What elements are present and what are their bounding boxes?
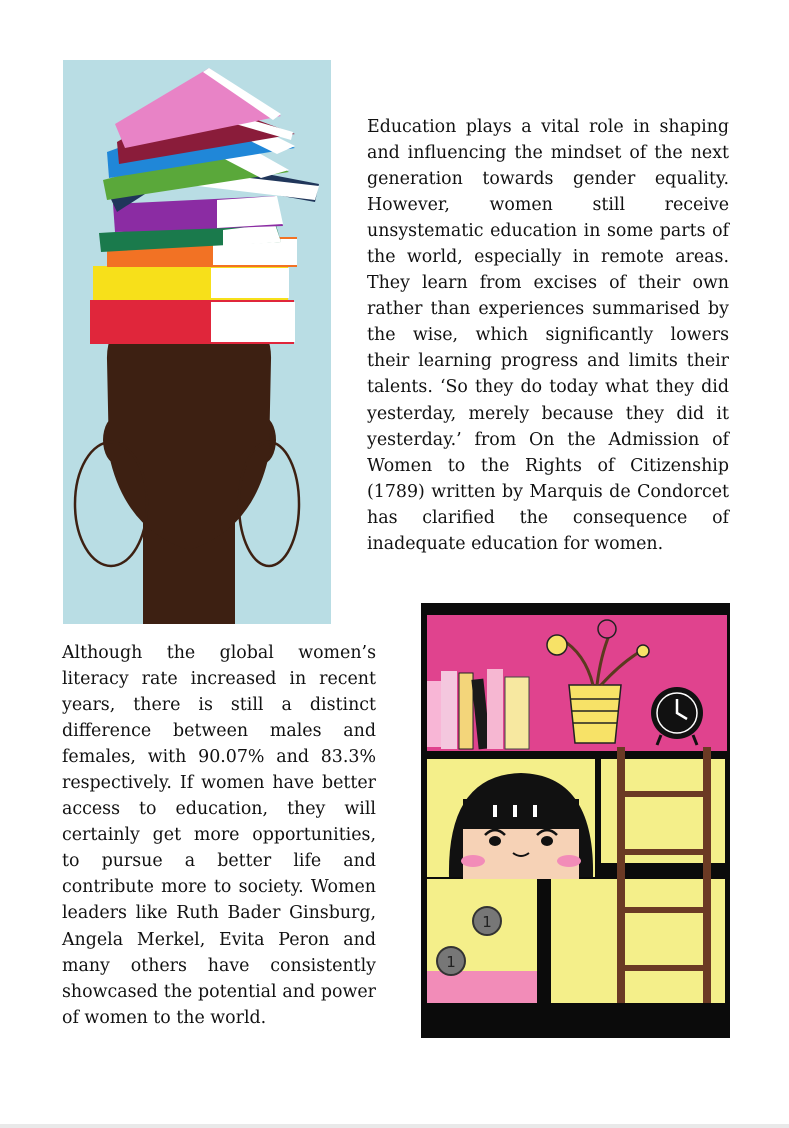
coin-icon — [437, 947, 465, 975]
svg-text:1: 1 — [482, 913, 492, 931]
book-yellow — [93, 266, 289, 300]
pink-box — [427, 971, 537, 1003]
bottom-middle-compartment — [551, 879, 725, 1003]
woman-with-books-illustration — [63, 60, 331, 624]
page-bottom-edge — [0, 1124, 789, 1128]
paragraph-education-role: Education plays a vital role in shaping and influencing the mindset of the next generation towards gender equality. However, women still receive unsystematic education in some parts of the world, especially in remote areas. They learn from excises of their own rather than experiences summarised by the wise, which significantly lowers their learning progress and limits their talents. ‘So they do today what they did yesterday, merely because they did it yesterday.’ from On the Admission of Women to the Rights of Citizenship (1789) written by Marquis de Condorcet has clarified the consequence of inadequate education for women. — [367, 117, 729, 554]
books-on-shelf — [427, 669, 529, 749]
girl-bookshelf-illustration — [421, 603, 730, 1038]
paragraph-literacy-rate: Although the global women’s literacy rate increased in recent years, there is still a distinct difference between males and females, with 90.07% and 83.3% respectively. If women have better access to education, they will certainly get more opportunities, to pursue a better life and contribute more to society. Women leaders like Ruth Bader Ginsburg, Angela Merkel, Evita Peron and many others have consistently showcased the potential and power of women to the world. — [62, 643, 376, 1028]
coin-icon — [473, 907, 501, 935]
book-red — [90, 300, 295, 344]
svg-text:1: 1 — [446, 953, 456, 971]
